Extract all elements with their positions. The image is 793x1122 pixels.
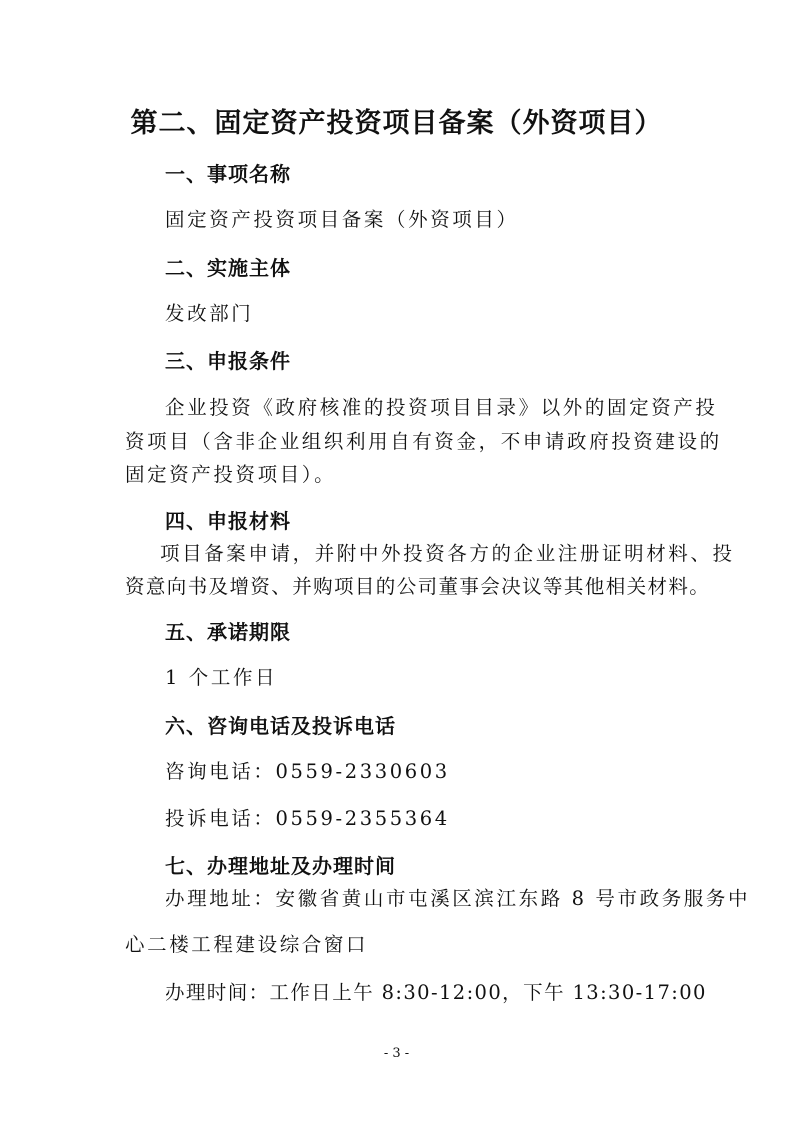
page-number: - 3 - bbox=[383, 1046, 410, 1061]
materials-line-1: 项目备案申请，并附中外投资各方的企业注册证明材料、投 bbox=[160, 542, 735, 565]
conditions-line-2: 资项目（含非企业组织利用自有资金，不申请政府投资建设的 bbox=[125, 430, 722, 453]
conditions-line-3: 固定资产投资项目）。 bbox=[125, 463, 337, 486]
commitment-period-text: 1 个工作日 bbox=[165, 666, 278, 689]
section-heading-item-name: 一、事项名称 bbox=[165, 162, 291, 186]
item-name-text: 固定资产投资项目备案（外资项目） bbox=[165, 208, 519, 231]
section-heading-materials: 四、申报材料 bbox=[165, 509, 291, 533]
section-heading-implementing-body: 二、实施主体 bbox=[165, 256, 291, 280]
implementing-body-text: 发改部门 bbox=[165, 302, 254, 325]
section-heading-phones: 六、咨询电话及投诉电话 bbox=[165, 714, 396, 738]
conditions-line-1: 企业投资《政府核准的投资项目目录》以外的固定资产投 bbox=[165, 396, 718, 419]
address-line-2: 心二楼工程建设综合窗口 bbox=[125, 933, 369, 956]
section-heading-address-hours: 七、办理地址及办理时间 bbox=[165, 854, 396, 878]
section-heading-commitment-period: 五、承诺期限 bbox=[165, 620, 291, 644]
office-hours: 办理时间：工作日上午 8:30-12:00，下午 13:30-17:00 bbox=[165, 981, 707, 1004]
document-title: 第二、固定资产投资项目备案（外资项目） bbox=[130, 108, 663, 139]
complaint-phone: 投诉电话：0559-2355364 bbox=[165, 807, 450, 830]
address-line-1: 办理地址：安徽省黄山市屯溪区滨江东路 8 号市政务服务中 bbox=[165, 887, 751, 910]
consultation-phone: 咨询电话：0559-2330603 bbox=[165, 760, 450, 783]
section-heading-conditions: 三、申报条件 bbox=[165, 349, 291, 373]
materials-line-2: 资意向书及增资、并购项目的公司董事会决议等其他相关材料。 bbox=[125, 575, 711, 598]
